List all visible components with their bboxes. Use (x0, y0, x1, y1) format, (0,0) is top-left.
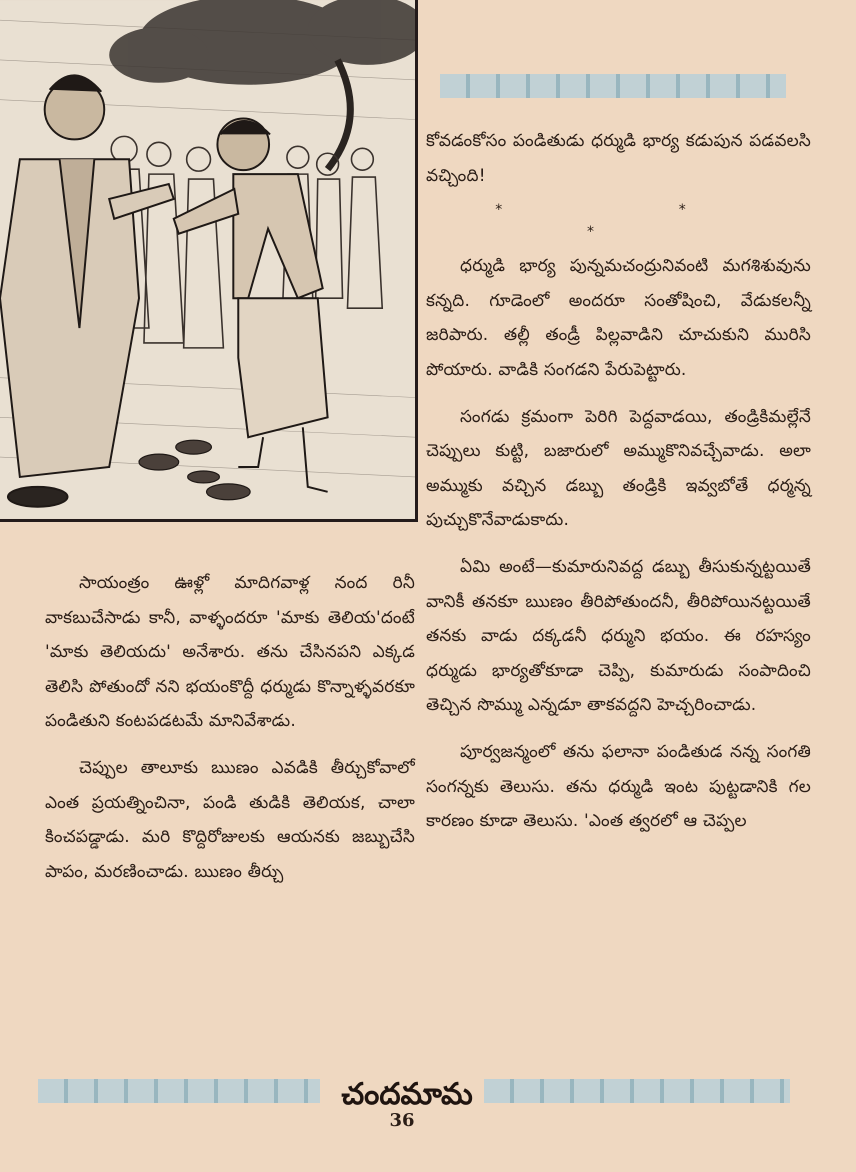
decorative-band-bottom-right (484, 1079, 790, 1103)
section-divider-stars: * * * (495, 202, 772, 241)
paragraph: ఏమి అంటే—కుమారునివద్ద డబ్బు తీసుకున్నట్టయితే వానికీ తనకూ ఋణం తీరిపోతుందనీ, తీరిపోయినట్టయితే తనకు వాడు దక్కడనీ ధర్ముని భయం. ఈ రహస్యం ధర్ముడు భార్యతోకూడా చెప్పి, కుమారుడు సంపాదించి తెచ్చిన సొమ్ము ఎన్నడూ తాకవద్దని హెచ్చరించాడు. (426, 556, 811, 716)
paragraph: పూర్వజన్మంలో తను ఫలానా పండితుడ నన్న సంగతి సంగన్నకు తెలుసు. తను ధర్ముడి ఇంట పుట్టడానికి గల కారణం కూడా తెలుసు. 'ఎంత త్వరలో ఆ చెప్పల (426, 741, 811, 832)
left-column (45, 566, 415, 901)
page-number: 36 (389, 1110, 415, 1131)
decorative-band-bottom-left (38, 1079, 320, 1103)
paragraph: సాయంత్రం ఊళ్లో మాదిగవాళ్ల నంద రినీ వాకబుచేసాడు కానీ, వాళ్ళందరూ 'మాకు తెలియ'దంటే 'మాకు తెలియదు' అనేశారు. తను చేసినపని ఎక్కడ తెలిసి పోతుందో నని భయంకొద్దీ ధర్ముడు కొన్నాళ్ళవరకూ పండితుని కంటపడటమే మానివేశాడు. (45, 573, 415, 732)
paragraph: కోవడంకోసం పండితుడు ధర్ముడి భార్య కడుపున పడవలసి వచ్చింది! (426, 131, 811, 186)
paragraph: సంగడు క్రమంగా పెరిగి పెద్దవాడయి, తండ్రికిమల్లేనే చెప్పులు కుట్టి, బజారులో అమ్ముకొనివచ్చేవాడు. అలా అమ్ముకు వచ్చిన డబ్బు తండ్రికి ఇవ్వబోతే ధర్మన్న పుచ్చుకొనేవాడుకాదు. (426, 406, 811, 531)
story-illustration (0, 0, 418, 522)
illustration-icon (0, 0, 415, 519)
paragraph: ధర్ముడి భార్య పున్నమచంద్రునివంటి మగశిశువును కన్నది. గూడెంలో అందరూ సంతోషించి, వేడుకలన్నీ జరిపారు. తల్లీ తండ్రీ పిల్లవాడిని చూచుకుని మురిసి పోయారు. వాడికి సంగడని పేరుపెట్టారు. (426, 256, 811, 380)
magazine-title: చందమామ (341, 1077, 473, 1112)
paragraph: చెప్పుల తాలూకు ఋణం ఎవడికి తీర్చుకోవాలో ఎంత ప్రయత్నించినా, పండి తుడికి తెలియక, చాలా కించపడ్డాడు. మరి కొద్దిరోజులకు ఆయనకు జబ్బుచేసి పాపం, మరణించాడు. ఋణం తీర్చు (45, 757, 415, 882)
right-column (426, 124, 811, 851)
decorative-band-top (440, 74, 786, 98)
